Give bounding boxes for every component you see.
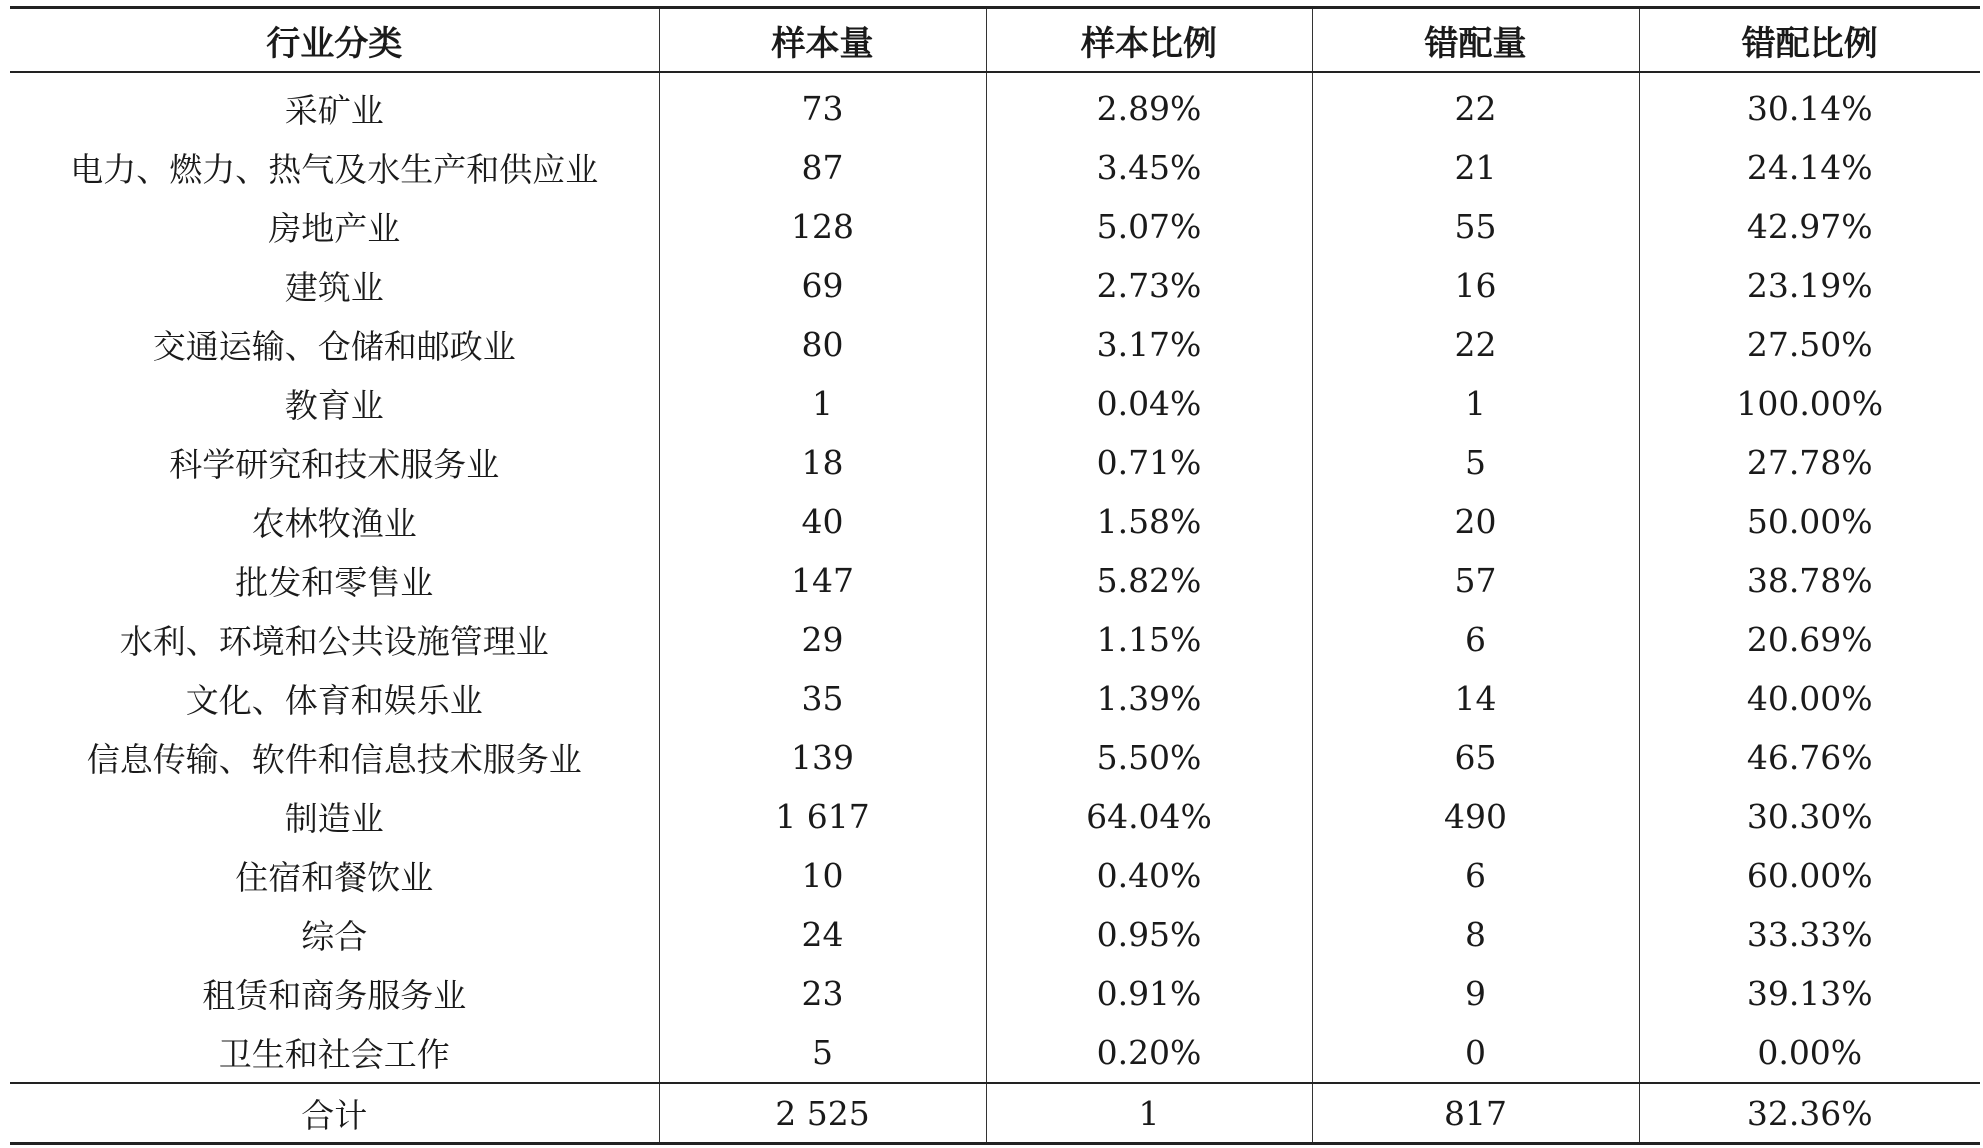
cell-sample-ratio: 1.15% [986,610,1312,669]
cell-sample-ratio: 1.58% [986,492,1312,551]
cell-industry: 租赁和商务服务业 [202,976,467,1015]
cell-sample-count: 128 [659,197,986,256]
cell-sample-count: 35 [659,669,986,728]
cell-mismatch-ratio: 23.19% [1639,256,1980,315]
cell-mismatch-count: 490 [1312,787,1639,846]
cell-sample-count: 1 [659,374,986,433]
cell-mismatch-ratio: 38.78% [1639,551,1980,610]
cell-industry: 建筑业 [284,268,384,307]
total-mismatch-count: 817 [1312,1083,1639,1144]
cell-mismatch-ratio: 33.33% [1639,905,1980,964]
cell-sample-count: 24 [659,905,986,964]
cell-industry: 教育业 [284,386,384,425]
table-row [10,492,1980,551]
cell-industry: 制造业 [284,799,384,838]
table-row [10,787,1980,846]
cell-sample-ratio: 0.91% [986,964,1312,1023]
cell-sample-count: 29 [659,610,986,669]
total-sample-ratio: 1 [986,1083,1312,1144]
cell-mismatch-ratio: 50.00% [1639,492,1980,551]
table-row [10,846,1980,905]
cell-mismatch-count: 22 [1312,72,1639,138]
cell-sample-count: 147 [659,551,986,610]
cell-sample-ratio: 5.07% [986,197,1312,256]
cell-mismatch-count: 9 [1312,964,1639,1023]
cell-mismatch-count: 65 [1312,728,1639,787]
table-row [10,551,1980,610]
header-sample-count: 样本量 [659,8,986,73]
cell-mismatch-ratio: 0.00% [1639,1023,1980,1083]
table-row [10,433,1980,492]
cell-sample-ratio: 64.04% [986,787,1312,846]
industry-mismatch-table-container [10,6,1980,1145]
cell-sample-count: 73 [659,72,986,138]
total-label: 合计 [10,1083,659,1144]
table-row [10,964,1980,1023]
header-mismatch-count: 错配量 [1312,8,1639,73]
table-row [10,374,1980,433]
cell-industry: 交通运输、仓储和邮政业 [152,327,516,366]
cell-mismatch-count: 5 [1312,433,1639,492]
total-row [10,1083,1980,1144]
table-row [10,1023,1980,1083]
cell-mismatch-count: 1 [1312,374,1639,433]
cell-industry: 房地产业 [268,209,401,248]
cell-industry: 农林牧渔业 [251,504,417,543]
cell-mismatch-count: 57 [1312,551,1639,610]
cell-mismatch-ratio: 27.50% [1639,315,1980,374]
total-sample-count: 2 525 [659,1083,986,1144]
cell-sample-ratio: 0.95% [986,905,1312,964]
cell-sample-count: 18 [659,433,986,492]
cell-mismatch-ratio: 20.69% [1639,610,1980,669]
cell-sample-ratio: 0.20% [986,1023,1312,1083]
cell-mismatch-ratio: 30.14% [1639,72,1980,138]
cell-industry: 信息传输、软件和信息技术服务业 [86,740,582,779]
cell-mismatch-count: 6 [1312,610,1639,669]
header-industry: 行业分类 [10,8,659,73]
cell-sample-count: 5 [659,1023,986,1083]
cell-mismatch-ratio: 60.00% [1639,846,1980,905]
cell-mismatch-ratio: 39.13% [1639,964,1980,1023]
cell-mismatch-count: 6 [1312,846,1639,905]
cell-mismatch-count: 55 [1312,197,1639,256]
cell-sample-ratio: 5.82% [986,551,1312,610]
cell-mismatch-count: 20 [1312,492,1639,551]
table-row [10,197,1980,256]
cell-mismatch-count: 0 [1312,1023,1639,1083]
table-row [10,728,1980,787]
cell-sample-count: 1 617 [659,787,986,846]
table-row [10,256,1980,315]
cell-sample-count: 139 [659,728,986,787]
cell-sample-ratio: 2.73% [986,256,1312,315]
cell-industry: 综合 [301,917,368,956]
cell-sample-count: 40 [659,492,986,551]
cell-sample-count: 69 [659,256,986,315]
table-header [10,8,1980,73]
industry-mismatch-table [10,6,1980,1145]
cell-sample-count: 87 [659,138,986,197]
cell-sample-count: 10 [659,846,986,905]
cell-industry: 科学研究和技术服务业 [169,445,500,484]
cell-mismatch-count: 14 [1312,669,1639,728]
cell-industry: 文化、体育和娱乐业 [185,681,483,720]
cell-industry: 水利、环境和公共设施管理业 [119,622,549,661]
header-row [10,8,1980,73]
cell-mismatch-count: 8 [1312,905,1639,964]
cell-mismatch-count: 16 [1312,256,1639,315]
cell-sample-ratio: 0.71% [986,433,1312,492]
cell-industry: 卫生和社会工作 [218,1035,450,1074]
cell-sample-ratio: 0.04% [986,374,1312,433]
table-footer [10,1083,1980,1144]
cell-industry: 采矿业 [284,91,384,130]
cell-sample-ratio: 3.45% [986,138,1312,197]
cell-mismatch-ratio: 30.30% [1639,787,1980,846]
cell-sample-ratio: 1.39% [986,669,1312,728]
cell-sample-ratio: 2.89% [986,72,1312,138]
cell-sample-ratio: 0.40% [986,846,1312,905]
cell-sample-count: 80 [659,315,986,374]
table-row [10,669,1980,728]
table-body [10,72,1980,1083]
table-row [10,905,1980,964]
cell-mismatch-ratio: 100.00% [1639,374,1980,433]
cell-mismatch-ratio: 40.00% [1639,669,1980,728]
cell-mismatch-ratio: 27.78% [1639,433,1980,492]
cell-industry: 住宿和餐饮业 [235,858,434,897]
cell-mismatch-count: 21 [1312,138,1639,197]
cell-mismatch-ratio: 46.76% [1639,728,1980,787]
cell-sample-count: 23 [659,964,986,1023]
cell-mismatch-ratio: 42.97% [1639,197,1980,256]
table-row [10,138,1980,197]
header-mismatch-ratio: 错配比例 [1639,8,1980,73]
table-row [10,610,1980,669]
cell-sample-ratio: 5.50% [986,728,1312,787]
table-row [10,72,1980,138]
table-row [10,315,1980,374]
cell-industry: 批发和零售业 [235,563,434,602]
header-sample-ratio: 样本比例 [986,8,1312,73]
cell-industry: 电力、燃力、热气及水生产和供应业 [70,150,599,189]
total-mismatch-ratio: 32.36% [1639,1083,1980,1144]
cell-mismatch-count: 22 [1312,315,1639,374]
cell-mismatch-ratio: 24.14% [1639,138,1980,197]
cell-sample-ratio: 3.17% [986,315,1312,374]
